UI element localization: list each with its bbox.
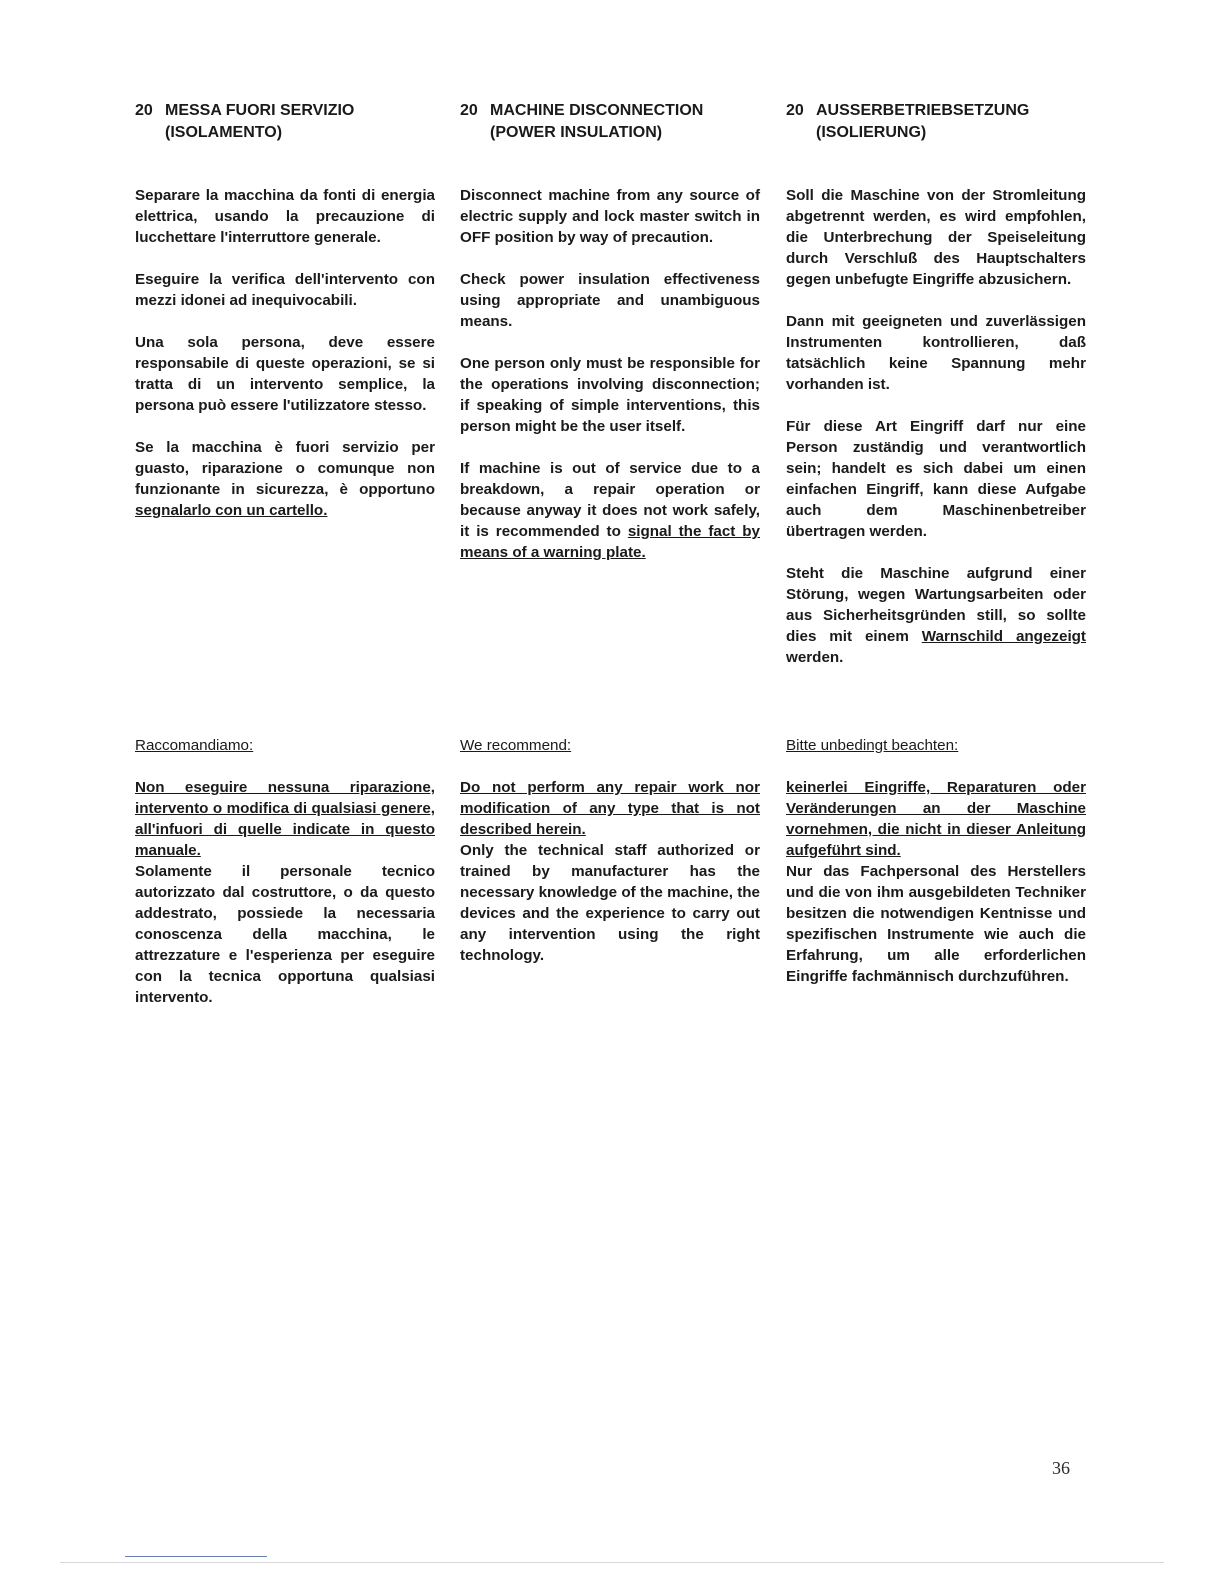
paragraph: Separare la macchina da fonti di energia elettrica, usando la precauzione di lucchettare l'interruttore generale. (135, 187, 435, 246)
recommendation-title: Bitte unbedingt beachten: (786, 737, 959, 754)
paragraph-text: werden. (786, 649, 844, 666)
paragraph: Una sola persona, deve essere responsabile di queste operazioni, se si tratta di un intervento semplice, la persona può essere l'utilizzatore stesso. (135, 334, 435, 414)
paragraph (135, 437, 435, 521)
section-number: 20 (460, 102, 478, 119)
section-body (786, 185, 1086, 689)
recommendation-english (460, 735, 760, 966)
paragraph: Check power insulation effectiveness using appropriate and unambiguous means. (460, 271, 760, 330)
section-body (135, 185, 435, 542)
section-body (460, 185, 760, 584)
recommendation-warning: Do not perform any repair work nor modification of any type that is not described herein. (460, 779, 760, 838)
section-title: MESSA FUORI SERVIZIO (165, 102, 355, 119)
section-subtitle: (POWER INSULATION) (490, 124, 663, 141)
paragraph: Soll die Maschine von der Stromleitung abgetrennt werden, es wird empfohlen, die Unterbrechung der Speiseleitung durch Verschluß des Hauptschalters gegen unbefugte Eingriffe abzusichern. (786, 187, 1086, 288)
warning-note: signal the fact by means of a warning plate. (460, 523, 760, 561)
warning-note: segnalarlo con un cartello. (135, 502, 328, 519)
recommendation-title: Raccomandiamo: (135, 737, 254, 754)
section-number: 20 (786, 102, 804, 119)
section-title: AUSSERBETRIEBSETZUNG (816, 102, 1030, 119)
paragraph: Disconnect machine from any source of electric supply and lock master switch in OFF position by way of precaution. (460, 187, 760, 246)
paragraph (786, 563, 1086, 668)
recommendation-text: Solamente il personale tecnico autorizzato dal costruttore, o da questo addestrato, possiede la necessaria conoscenza della macchina, le attrezzature e l'esperienza per eseguire con la tecnica opportuna qualsiasi intervento. (135, 863, 435, 1006)
paragraph: One person only must be responsible for the operations involving disconnection; if speaking of simple interventions, this person might be the user itself. (460, 355, 760, 435)
section-heading (460, 100, 703, 144)
section-heading (135, 100, 354, 144)
section-heading (786, 100, 1029, 144)
paragraph: Eseguire la verifica dell'intervento con mezzi idonei ad inequivocabili. (135, 271, 435, 309)
recommendation-title: We recommend: (460, 737, 572, 754)
paragraph-text: Se la macchina è fuori servizio per guasto, riparazione o comunque non funzionante in sicurezza, è opportuno (135, 439, 435, 498)
paragraph: Dann mit geeigneten und zuverlässigen Instrumenten kontrollieren, daß tatsächlich keine Spannung mehr vorhanden ist. (786, 313, 1086, 393)
recommendation-warning: keinerlei Eingriffe, Reparaturen oder Veränderungen an der Maschine vornehmen, die nicht in dieser Anleitung aufgeführt sind. (786, 779, 1086, 859)
section-number: 20 (135, 102, 153, 119)
recommendation-warning: Non eseguire nessuna riparazione, intervento o modifica di qualsiasi genere, all'infuori di quelle indicate in questo manuale. (135, 779, 435, 859)
section-title: MACHINE DISCONNECTION (490, 102, 704, 119)
recommendation-german (786, 735, 1086, 987)
section-subtitle: (ISOLIERUNG) (816, 124, 927, 141)
recommendation-italian (135, 735, 435, 1008)
paragraph-text: Steht die Maschine aufgrund einer Störung, wegen Wartungsarbeiten oder aus Sicherheitsgründen still, so sollte dies mit einem (786, 565, 1086, 645)
warning-note: Warnschild angezeigt (921, 628, 1086, 645)
paragraph: Für diese Art Eingriff darf nur eine Person zuständig und verantwortlich sein; handelt es sich dabei um einen einfachen Eingriff, kann diese Aufgabe auch dem Maschinenbetreiber übertragen werden. (786, 418, 1086, 540)
scan-edge-line (60, 1562, 1164, 1563)
paragraph (460, 458, 760, 563)
recommendation-text: Only the technical staff authorized or trained by manufacturer has the necessary knowledge of the machine, the devices and the experience to carry out any intervention using the right technology. (460, 842, 760, 964)
section-subtitle: (ISOLAMENTO) (165, 124, 283, 141)
recommendation-text: Nur das Fachpersonal des Herstellers und die von ihm ausgebildeten Techniker besitzen die notwendigen Kentnisse und spezifischen Instrumente wie auch die Erfahrung, um alle erforderlichen Eingriffe fachmännisch durchzuführen. (786, 863, 1086, 985)
footer-rule (125, 1556, 267, 1557)
page-number: 36 (1052, 1458, 1070, 1478)
paragraph-text: If machine is out of service due to a breakdown, a repair operation or because anyway it does not work safely, it is recommended to (460, 460, 760, 540)
